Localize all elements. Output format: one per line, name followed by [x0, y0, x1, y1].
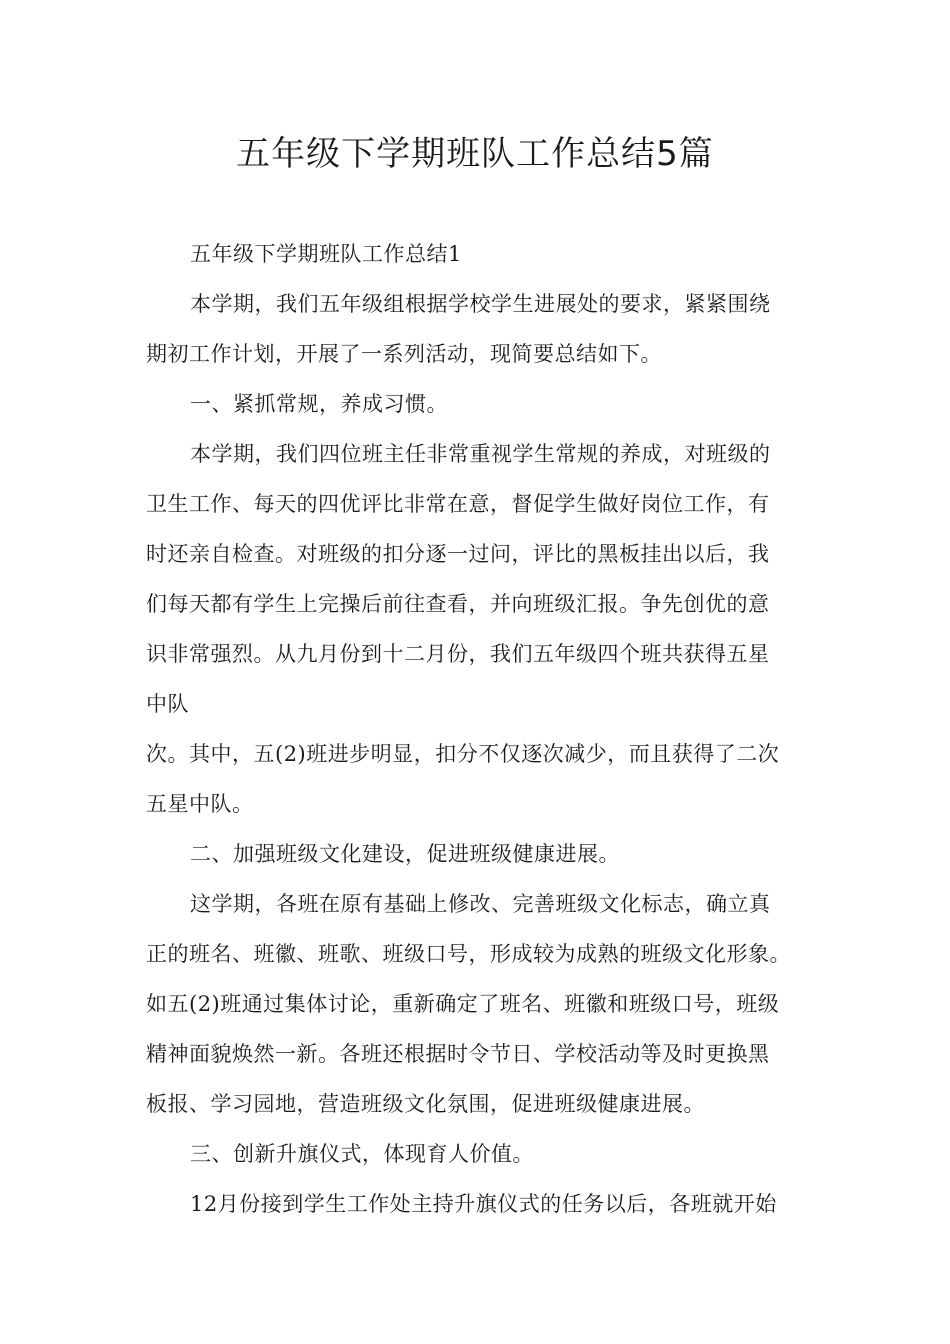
text-line: 一、紧抓常规，养成习惯。 [190, 392, 448, 416]
text-line: 精神面貌焕然一新。各班还根据时令节日、学校活动等及时更换黑 [146, 1042, 770, 1066]
document-title: 五年级下学期班队工作总结5篇 [236, 134, 714, 174]
text-line: 中队 [146, 692, 189, 716]
text-line: 二、加强班级文化建设，促进班级健康进展。 [190, 842, 620, 866]
text-line: 期初工作计划，开展了一系列活动，现简要总结如下。 [146, 342, 662, 366]
text-line: 板报、学习园地，营造班级文化氛围，促进班级健康进展。 [146, 1092, 705, 1116]
text-line: 本学期，我们四位班主任非常重视学生常规的养成，对班级的 [190, 442, 771, 466]
text-line: 如五(2)班通过集体讨论，重新确定了班名、班徽和班级口号，班级 [146, 992, 780, 1016]
text-line: 这学期，各班在原有基础上修改、完善班级文化标志，确立真 [190, 892, 771, 916]
document-body [146, 229, 818, 1229]
text-line: 时还亲自检查。对班级的扣分逐一过问，评比的黑板挂出以后，我 [146, 542, 770, 566]
text-line: 五年级下学期班队工作总结1 [190, 242, 462, 266]
text-line: 12月份接到学生工作处主持升旗仪式的任务以后，各班就开始 [190, 1192, 777, 1216]
text-line: 三、创新升旗仪式，体现育人价值。 [190, 1142, 534, 1166]
text-line: 识非常强烈。从九月份到十二月份，我们五年级四个班共获得五星 [146, 642, 770, 666]
text-line: 五星中队。 [146, 792, 254, 816]
text-line: 正的班名、班徽、班歌、班级口号，形成较为成熟的班级文化形象。 [146, 942, 791, 966]
text-line: 本学期，我们五年级组根据学校学生进展处的要求，紧紧围绕 [190, 292, 771, 316]
text-line: 们每天都有学生上完操后前往查看，并向班级汇报。争先创优的意 [146, 592, 770, 616]
text-line: 次。其中，五(2)班进步明显，扣分不仅逐次减少，而且获得了二次 [146, 742, 780, 766]
text-line: 卫生工作、每天的四优评比非常在意，督促学生做好岗位工作，有 [146, 492, 770, 516]
